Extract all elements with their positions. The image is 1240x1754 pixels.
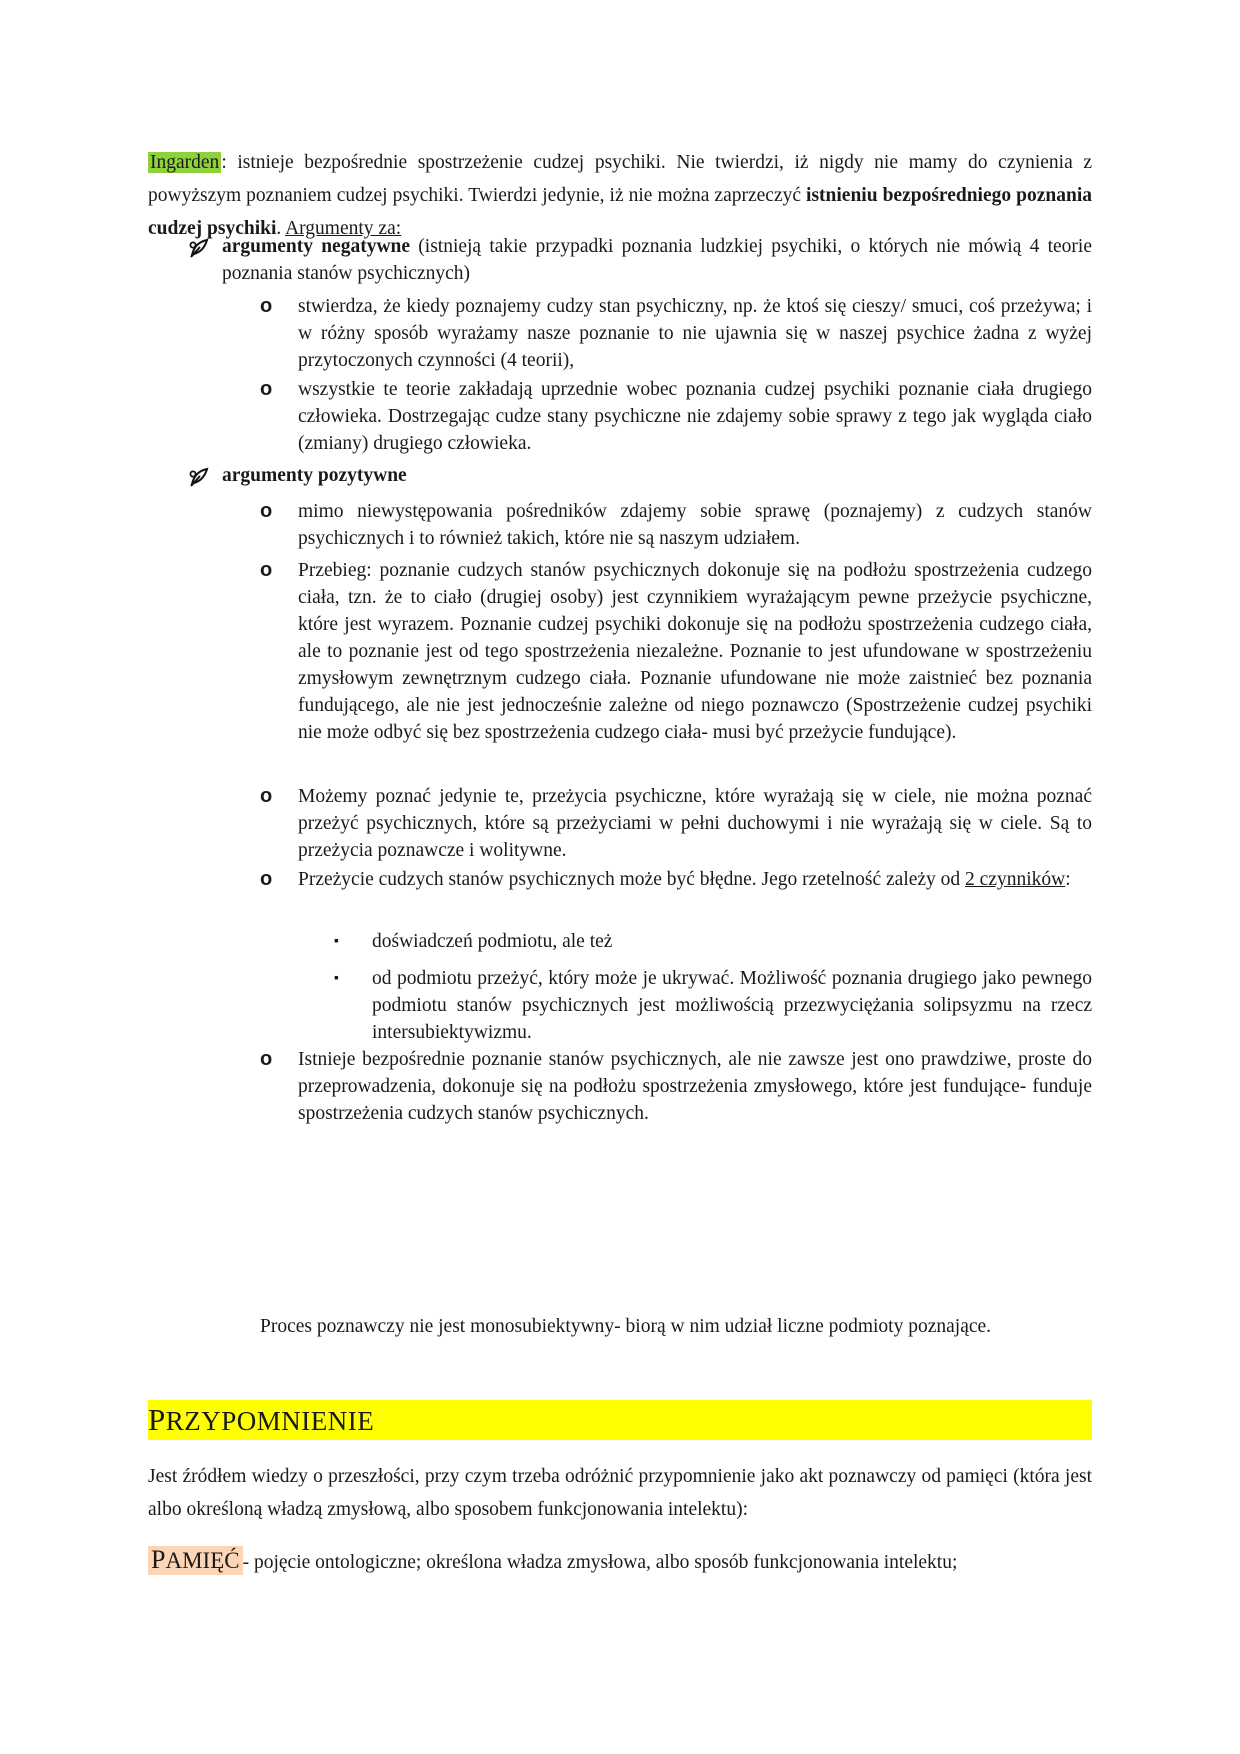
sub-list-item [334,965,1092,1046]
list-item [260,498,1092,552]
negative-desc: (istnieją takie przypadki poznania ludzkiej psychiki, o których nie mówią 4 teorie poznania stanów psychicznych) [222,236,1092,284]
list-item-text [298,866,1092,893]
list-item-text: stwierdza, że kiedy poznajemy cudzy stan psychiczny, np. że ktoś się cieszy/ smuci, coś przeżywa; i w różny sposób wyrażamy nasze poznanie to nie ujawnia się w naszej psychice żadna z wyżej przytoczonych czynności (4 teorii), [298,296,1092,371]
negative-arguments-text [222,233,1092,287]
list-item-text: Przebieg: poznanie cudzych stanów psychicznych dokonuje się na podłożu spostrzeżenia cudzego ciała, tzn. że to ciało (drugiej osoby) jest czynnikiem wyrażającym pewne przeżycie psychiczne, które jest wyrazem. Poznanie cudzej psychiki dokonuje się na podłożu spostrzeżenia cudzego ciała, ale to poznanie jest od tego spostrzeżenia niezależne. Poznanie to jest ufundowane w spostrzeżeniu zmysłowym zewnętrznym cudzego ciała. Poznanie ufundowane nie może zaistnieć bez poznania fundującego, ale nie jest jednocześnie zależne od niego poznawczo (Spostrzeżenie cudzej psychiki nie może odbyć się bez spostrzeżenia cudzego ciała- musi być przeżycie fundujące). [298,560,1092,743]
intro-underlined: Argumenty za: [285,218,402,239]
bullet-negative-arguments [188,233,1092,287]
sub-list-item [334,928,1092,955]
sub-list-item-text: doświadczeń podmiotu, ale też [372,931,613,952]
circle-bullet-icon: o [260,559,273,581]
list-item [260,1046,1092,1127]
intro-paragraph [148,146,1092,245]
leaf-bullet-icon [188,466,210,488]
list-item-text: mimo niewystępowania pośredników zdajemy sobie sprawę (poznajemy) z cudzych stanów psychicznych i to również takich, które nie są naszym udziałem. [298,501,1092,549]
positive-title: argumenty pozytywne [222,465,407,486]
bullet-positive-arguments [188,462,1092,489]
memory-paragraph [148,1542,1092,1581]
process-paragraph: Proces poznawczy nie jest monosubiektywny- biorą w nim udział liczne podmioty poznające. [260,1315,992,1337]
item4-underlined: 2 czynników [965,869,1066,890]
sub-list-item-text: od podmiotu przeżyć, który może je ukrywać. Możliwość poznania drugiego jako pewnego podmiotu stanów psychicznych jest możliwością przezwyciężania solipsyzmu na rzecz intersubiektywizmu. [372,968,1092,1043]
memory-first-letter: P [151,1545,166,1574]
section-heading [148,1400,1092,1440]
list-item [260,293,1092,374]
positive-arguments-text [222,462,1092,489]
heading-rest: RZYPOMNIENIE [165,1406,375,1436]
list-item [260,866,1092,893]
circle-bullet-icon: o [260,378,273,400]
list-item [260,376,1092,457]
recall-paragraph: Jest źródłem wiedzy o przeszłości, przy czym trzeba odróżnić przypomnienie jako akt poznawczy od pamięci (która jest albo określoną władzą zmysłową, albo sposobem funkcjonowania intelektu): [148,1466,1092,1520]
circle-bullet-icon: o [260,1048,273,1070]
circle-bullet-icon: o [260,500,273,522]
memory-title [148,1546,243,1575]
list-item-text: wszystkie te teorie zakładają uprzednie wobec poznania cudzej psychiki poznanie ciała drugiego człowieka. Dostrzegając cudze stany psychiczne nie zdajemy sobie sprawy z tego jak wygląda ciało (zmiany) drugiego człowieka. [298,379,1092,454]
intro-bold: istnieniu bezpośredniego poznania cudzej psychiki [148,185,1092,239]
leaf-bullet-icon [188,237,210,259]
list-item [260,783,1092,864]
list-item [260,557,1092,746]
circle-bullet-icon: o [260,295,273,317]
list-item-text: Istnieje bezpośrednie poznanie stanów psychicznych, ale nie zawsze jest ono prawdziwe, proste do przeprowadzenia, dokonuje się na podłożu spostrzeżenia zmysłowego, które jest fundujące- funduje spostrzeżenia cudzych stanów psychicznych. [298,1049,1092,1124]
memory-rest: AMIĘĆ [165,1548,240,1573]
square-bullet-icon: ▪ [334,934,339,949]
square-bullet-icon: ▪ [334,971,339,986]
memory-text: - pojęcie ontologiczne; określona władza zmysłowa, albo sposób funkcjonowania intelektu; [242,1552,958,1573]
negative-title: argumenty negatywne [222,236,411,257]
intro-text-2: . [276,218,286,239]
highlighted-name: Ingarden [150,152,220,173]
intro-text-1: : istnieje bezpośrednie spostrzeżenie cudzej psychiki. Nie twierdzi, iż nigdy nie mamy do czynienia z powyższym poznaniem cudzej psychiki. Twierdzi jedynie, iż nie można zaprzeczyć [148,152,1092,206]
item4-end: : [1065,869,1071,890]
heading-first-letter: P [148,1402,166,1437]
item4-text: Przeżycie cudzych stanów psychicznych może być błędne. Jego rzetelność zależy od [298,869,966,890]
list-item-text: Możemy poznać jedynie te, przeżycia psychiczne, które wyrażają się w ciele, nie można poznać przeżyć psychicznych, które są przeżyciami w pełni duchowymi i nie wyrażają się w ciele. Są to przeżycia poznawcze i wolitywne. [298,786,1092,861]
circle-bullet-icon: o [260,785,273,807]
circle-bullet-icon: o [260,868,273,890]
